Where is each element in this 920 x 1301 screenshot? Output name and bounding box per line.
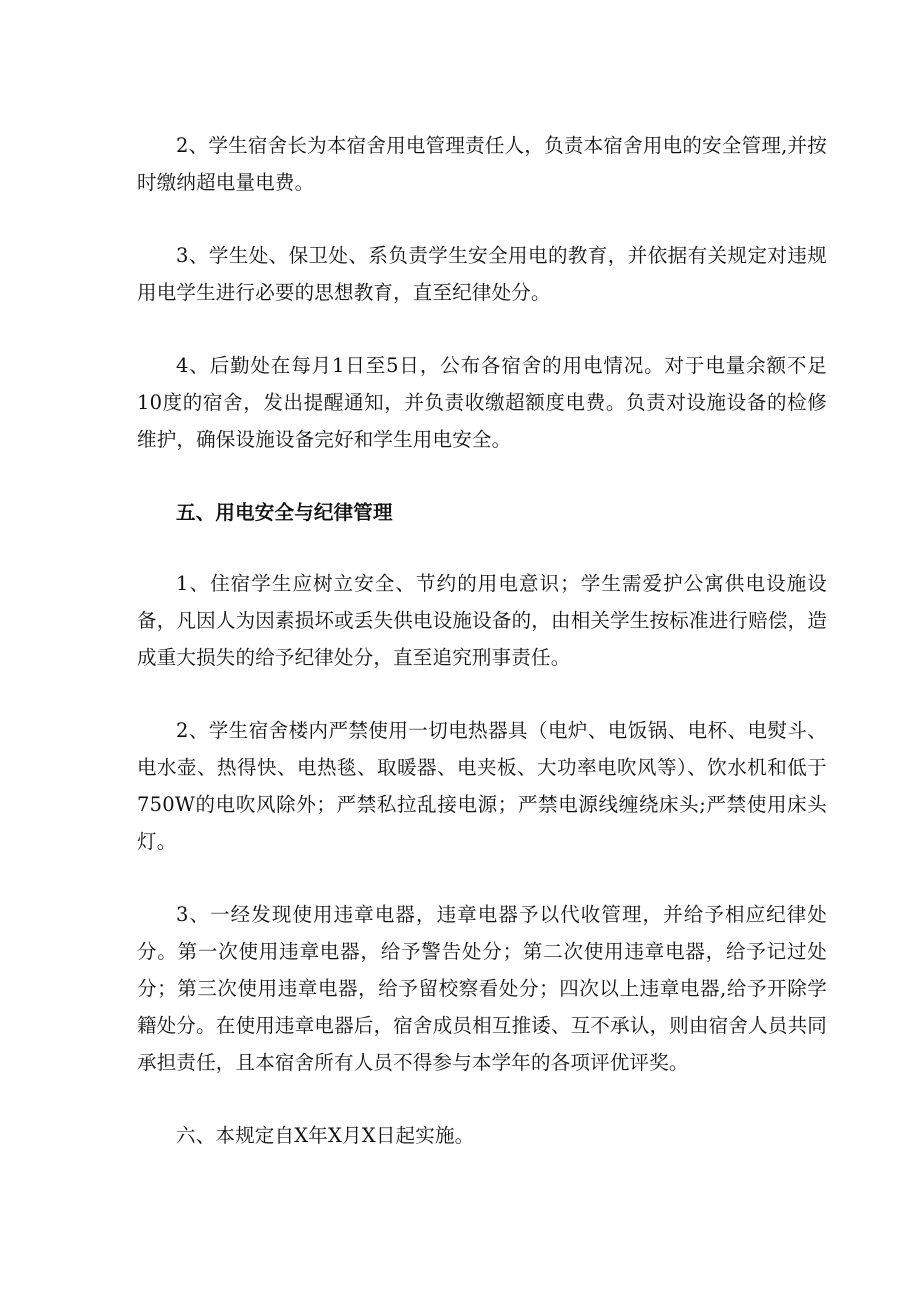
paragraph-dorm-leader-responsibility: 2、学生宿舍长为本宿舍用电管理责任人，负责本宿舍用电的安全管理,并按时缴纳超电量电费。 — [137, 134, 827, 194]
paragraph-violation-penalties: 3、一经发现使用违章电器，违章电器予以代收管理，并给予相应纪律处分。第一次使用违章电器，给予警告处分；第二次使用违章电器，给予记过处分；第三次使用违章电器，给予留校察看处分；四次以上违章电器,给予开除学籍处分。在使用违章电器后，宿舍成员相互推诿、互不承认，则由宿舍人员共同承担责任，且本宿舍所有人员不得参与本学年的各项评优评奖。 — [137, 903, 827, 1074]
paragraph-logistics-office-duties: 4、后勤处在每月1日至5日，公布各宿舍的用电情况。对于电量余额不足10度的宿舍，发出提醒通知，并负责收缴超额度电费。负责对设施设备的检修维护，确保设施设备完好和学生用电安全。 — [137, 354, 827, 451]
document-page — [137, 127, 827, 1154]
paragraph-student-office-education: 3、学生处、保卫处、系负责学生安全用电的教育，并依据有关规定对违规用电学生进行必要的思想教育，直至纪律处分。 — [137, 244, 827, 304]
paragraph-prohibited-appliances: 2、学生宿舍楼内严禁使用一切电热器具（电炉、电饭锅、电杯、电熨斗、电水壶、热得快、电热毯、取暖器、电夹板、大功率电吹风等）、饮水机和低于750W的电吹风除外；严禁私拉乱接电源；严禁电源线缠绕床头;严禁使用床头灯。 — [137, 719, 827, 853]
section-heading-effective-date: 六、本规定自X年X月X日起实施。 — [176, 1124, 475, 1147]
paragraph-safety-awareness: 1、住宿学生应树立安全、节约的用电意识；学生需爱护公寓供电设施设备，凡因人为因素损坏或丢失供电设施设备的，由相关学生按标准进行赔偿，造成重大损失的给予纪律处分，直至追究刑事责任。 — [137, 572, 827, 669]
section-heading-electricity-safety: 五、用电安全与纪律管理 — [176, 501, 393, 524]
